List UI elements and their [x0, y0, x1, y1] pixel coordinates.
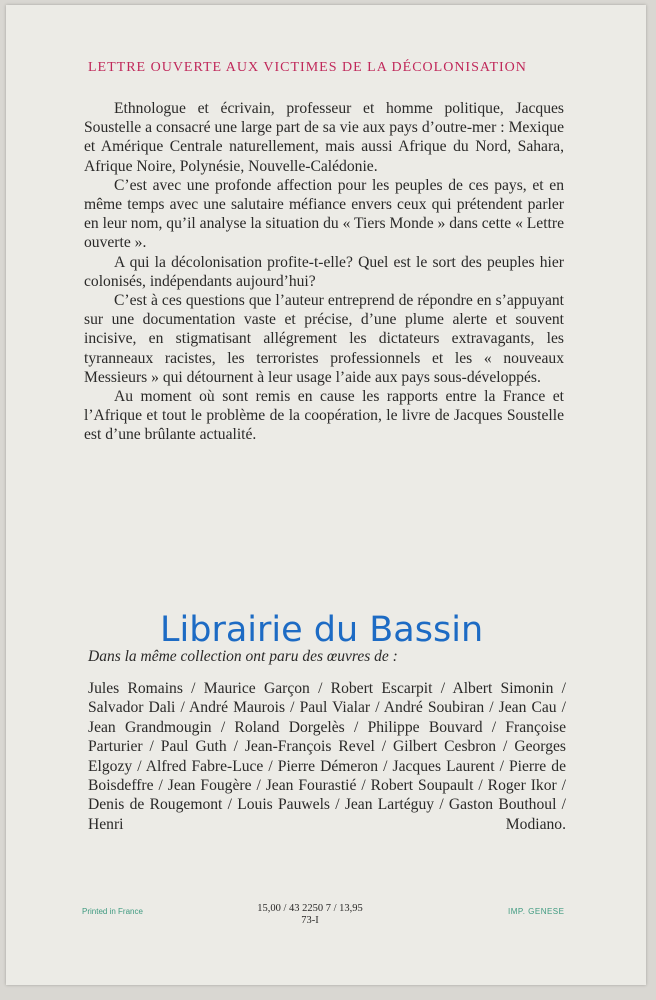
- blurb-paragraph: Au moment où sont remis en cause les rapports entre la France et l’Afrique et tout le problème de la coopération, le livre de Jacques Soustelle est d’une brûlante actualité.: [84, 388, 564, 444]
- blurb-paragraph: C’est avec une profonde affection pour les peuples de ces pays, et en même temps avec une salutaire méfiance envers ceux qui prétendent parler en leur nom, qu’il analyse la situation du « Tiers Monde » dans cette « Lettre ouverte ».: [84, 176, 564, 252]
- blurb-paragraph: C’est à ces questions que l’auteur entreprend de répondre en s’appuyant sur une documentation vaste et précise, d’une plume alerte et souvent incisive, en stigmatisant allégrement les dictateurs extravagants, les tyranneaux racistes, les terroristes professionnels et les « nouveaux Messieurs » qui détournent à leur usage l’aide aux pays sous-développés.: [84, 292, 564, 386]
- price-line: 15,00 / 43 2250 7 / 13,95: [257, 903, 363, 914]
- bookshop-watermark: Librairie du Bassin: [160, 610, 484, 650]
- cover-title: LETTRE OUVERTE AUX VICTIMES DE LA DÉCOLONISATION: [88, 60, 527, 75]
- printer-label: IMP. GENESE: [508, 907, 565, 916]
- printed-in-label: Printed in France: [82, 907, 143, 916]
- collection-authors-list: Jules Romains / Maurice Garçon / Robert Escarpit / Albert Simonin / Salvador Dali / André Maurois / Paul Vialar / André Soubiran / Jean Cau / Jean Grandmougin / Roland Dorgelès / Philippe Bouvard / Françoise Parturier / Paul Guth / Jean-François Revel / Gilbert Cesbron / Georges Elgozy / Alfred Fabre-Luce / Pierre Démeron / Jacques Laurent / Pierre de Boisdeffre / Jean Fougère / Jean Fourastié / Robert Soupault / Roger Ikor / Denis de Rougemont / Louis Pauwels / Jean Lartéguy / Gaston Bouthoul / Henri Modiano.: [88, 680, 566, 833]
- blurb-text: [84, 99, 564, 445]
- edition-code: 73-I: [301, 915, 319, 926]
- collection-intro: Dans la même collection ont paru des œuvres de :: [88, 648, 398, 665]
- blurb-paragraph: A qui la décolonisation profite-t-elle? Quel est le sort des peuples hier colonisés, indépendants aujourd’hui?: [84, 253, 564, 290]
- price-code-block: [240, 903, 380, 927]
- blurb-paragraph: Ethnologue et écrivain, professeur et homme politique, Jacques Soustelle a consacré une large part de sa vie aux pays d’outre-mer : Mexique et Amérique Centrale naturellement, mais aussi Afrique du Nord, Sahara, Afrique Noire, Polynésie, Nouvelle-Calédonie.: [84, 100, 564, 175]
